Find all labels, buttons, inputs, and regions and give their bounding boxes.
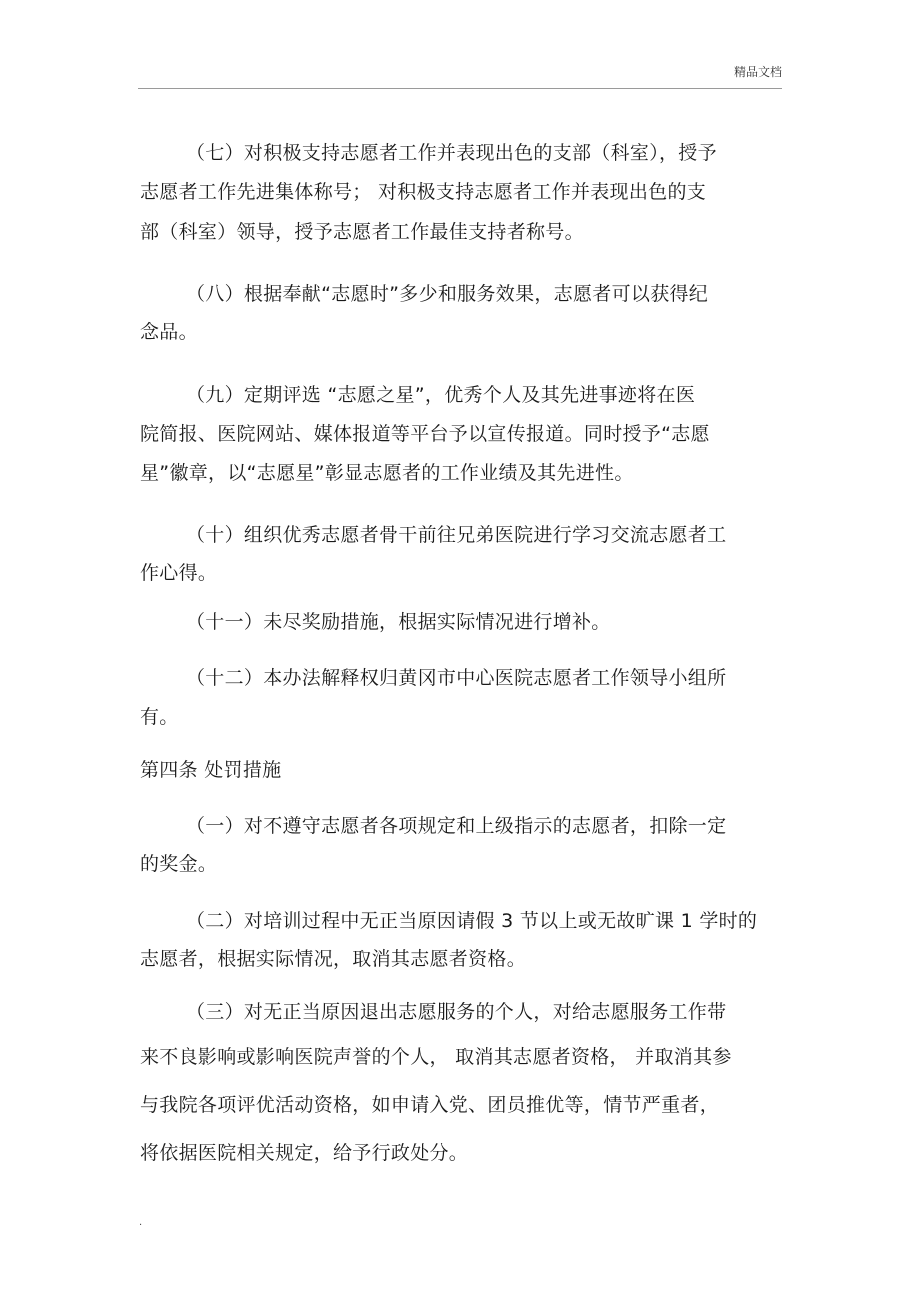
paragraph-12-line-2: 有。: [140, 706, 179, 728]
penalty-2-line-1: （二）对培训过程中无正当原因请假 3 节以上或无故旷课 1 学时的: [186, 910, 758, 932]
paragraph-8-line-2: 念品。: [140, 321, 198, 343]
article-4-heading: 第四条 处罚措施: [140, 759, 282, 781]
paragraph-11-line-1: （十一）未尽奖励措施，根据实际情况进行增补。: [186, 611, 611, 633]
penalty-3-line-4: 将依据医院相关规定，给予行政处分。: [140, 1142, 469, 1164]
paragraph-9-line-1: （九）定期评选 “志愿之星”，优秀个人及其先进事迹将在医: [186, 384, 696, 406]
header-mark: 精品文档: [733, 65, 782, 79]
header-rule: [138, 88, 782, 89]
penalty-1-line-2: 的奖金。: [140, 853, 218, 875]
penalty-3-line-2: 来不良影响或影响医院声誉的个人， 取消其志愿者资格， 并取消其参: [140, 1046, 732, 1068]
paragraph-8-line-1: （八）根据奉献“志愿时”多少和服务效果，志愿者可以获得纪: [186, 283, 709, 305]
paragraph-7-line-1: （七）对积极支持志愿者工作并表现出色的支部（科室），授予: [186, 142, 717, 164]
footer-dot: .: [139, 1217, 143, 1228]
penalty-3-line-3: 与我院各项评优活动资格，如申请入党、团员推优等，情节严重者，: [140, 1094, 720, 1116]
paragraph-7-line-3: 部（科室）领导，授予志愿者工作最佳支持者称号。: [140, 221, 584, 243]
paragraph-9-line-2: 院简报、医院网站、媒体报道等平台予以宣传报道。同时授予“志愿: [140, 423, 710, 445]
paragraph-10-line-1: （十）组织优秀志愿者骨干前往兄弟医院进行学习交流志愿者工: [186, 524, 727, 546]
paragraph-12-line-1: （十二）本办法解释权归黄冈市中心医院志愿者工作领导小组所: [186, 667, 727, 689]
paragraph-10-line-2: 作心得。: [140, 562, 218, 584]
penalty-3-line-1: （三）对无正当原因退出志愿服务的个人，对给志愿服务工作带: [186, 1001, 727, 1023]
penalty-1-line-1: （一）对不遵守志愿者各项规定和上级指示的志愿者，扣除一定: [186, 815, 727, 837]
paragraph-7-line-2: 志愿者工作先进集体称号； 对积极支持志愿者工作并表现出色的支: [140, 181, 707, 203]
paragraph-9-line-3: 星”徽章，以“志愿星”彰显志愿者的工作业绩及其先进性。: [140, 462, 634, 484]
penalty-2-line-2: 志愿者，根据实际情况，取消其志愿者资格。: [140, 948, 527, 970]
